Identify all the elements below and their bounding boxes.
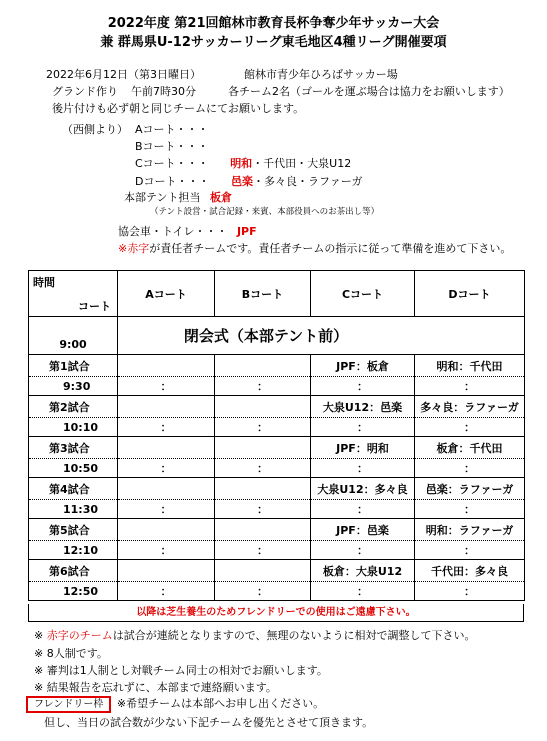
match-time: 12:50 xyxy=(29,582,118,601)
match-time: 12:10 xyxy=(29,541,118,560)
court-c-pairing: 大泉U12：邑楽 xyxy=(311,396,415,418)
court-d-pairing: 千代田：多々良 xyxy=(415,560,525,582)
match-name: 第2試合 xyxy=(29,396,118,418)
tent-line xyxy=(124,189,232,205)
court-a-slot xyxy=(118,355,215,377)
corner-court-label: コート xyxy=(78,299,111,313)
event-venue: 館林市青少年ひろばサッカー場 xyxy=(244,68,398,81)
court-header-b: Bコート xyxy=(215,271,311,317)
court-c-pairing: 板倉：大泉U12 xyxy=(311,560,415,582)
court-b-slot xyxy=(215,478,311,500)
ground-note: 各チーム2名（ゴールを運ぶ場合は協力をお願いします） xyxy=(228,85,510,98)
court-c-colon: ： xyxy=(311,418,415,437)
court-c-pairing: JPF：明和 xyxy=(311,437,415,459)
ground-time: 午前7時30分 xyxy=(131,85,196,98)
court-d-colon: ： xyxy=(415,541,525,560)
note-1-mark: ※ xyxy=(34,629,44,642)
friendly-restriction-notice: 以降は芝生養生のためフレンドリーでの使用はご遠慮下さい。 xyxy=(28,604,524,622)
court-d-teams: ・多々良・ラファーガ xyxy=(252,175,363,188)
note-2: ※ 8人制です。 xyxy=(34,647,108,660)
title-line-2: 兼 群馬県U-12サッカーリーグ東毛地区4種リーグ開催要項 xyxy=(100,35,447,50)
match-row-bottom xyxy=(29,582,525,601)
note-3: ※ 審判は1人制とし対戦チーム同士の相対でお願いします。 xyxy=(34,664,328,677)
court-a-colon: ： xyxy=(118,500,215,519)
match-row-top xyxy=(29,355,525,377)
note-5-text: ※希望チームは本部へお申し出ください。 xyxy=(116,697,325,710)
court-a-slot xyxy=(118,478,215,500)
match-row-top xyxy=(29,519,525,541)
assoc-label: 協会車・トイレ・・・ xyxy=(118,225,228,238)
match-row-top xyxy=(29,478,525,500)
court-b-colon: ： xyxy=(215,377,311,396)
court-c-teams: ・千代田・大泉U12 xyxy=(252,157,352,170)
court-a-slot xyxy=(118,396,215,418)
court-c-colon: ： xyxy=(311,582,415,601)
closing-ceremony: 閉会式（本部テント前） xyxy=(118,317,525,355)
court-a-slot xyxy=(118,560,215,582)
court-c-pairing: JPF：板倉 xyxy=(311,355,415,377)
court-a-colon: ： xyxy=(118,377,215,396)
note-1-rest: は試合が連続となりますので、無理のないように相対で調整して下さい。 xyxy=(112,629,476,642)
court-a-colon: ： xyxy=(118,541,215,560)
match-name: 第6試合 xyxy=(29,560,118,582)
court-d-pairing: 多々良：ラファーガ xyxy=(415,396,525,418)
court-b-colon: ： xyxy=(215,500,311,519)
court-b-slot xyxy=(215,560,311,582)
match-row-bottom xyxy=(29,500,525,519)
court-b-colon: ： xyxy=(215,582,311,601)
court-header-c: Cコート xyxy=(311,271,415,317)
match-time: 10:10 xyxy=(29,418,118,437)
responsible-note xyxy=(118,240,511,256)
match-time: 9:30 xyxy=(29,377,118,396)
match-row-bottom xyxy=(29,459,525,478)
cleanup-note: 後片付けも必ず朝と同じチームにてお願いします。 xyxy=(52,102,305,115)
court-d-line xyxy=(135,173,363,189)
court-header-a: Aコート xyxy=(118,271,215,317)
match-row-top xyxy=(29,437,525,459)
corner-cell xyxy=(29,271,118,317)
court-b-slot xyxy=(215,355,311,377)
match-time: 10:50 xyxy=(29,459,118,478)
court-d-pairing: 明和：千代田 xyxy=(415,355,525,377)
tent-label: 本部テント担当 xyxy=(124,191,201,204)
court-b-slot xyxy=(215,519,311,541)
west-label: （西側より） xyxy=(62,123,128,136)
closing-time: 9:00 xyxy=(29,317,118,355)
court-d-pairing: 邑楽：ラファーガ xyxy=(415,478,525,500)
tent-team: 板倉 xyxy=(209,191,232,204)
court-c-colon: ： xyxy=(311,459,415,478)
match-row-bottom xyxy=(29,377,525,396)
match-name: 第4試合 xyxy=(29,478,118,500)
court-b-colon: ： xyxy=(215,418,311,437)
court-c-line xyxy=(135,155,351,171)
court-header-d: Dコート xyxy=(415,271,525,317)
court-b-colon: ： xyxy=(215,541,311,560)
ground-label: グランド作り xyxy=(52,85,118,98)
match-name: 第5試合 xyxy=(29,519,118,541)
note-1 xyxy=(34,627,476,643)
court-b-colon: ： xyxy=(215,459,311,478)
note-6: 但し、当日の試合数が少ない下記チームを優先とさせて頂きます。 xyxy=(44,716,374,729)
court-c-pairing: 大泉U12：多々良 xyxy=(311,478,415,500)
court-d-colon: ： xyxy=(415,377,525,396)
match-row-bottom xyxy=(29,418,525,437)
court-a-colon: ： xyxy=(118,418,215,437)
court-a-slot xyxy=(118,437,215,459)
note-4: ※ 結果報告を忘れずに、本部まで連絡願います。 xyxy=(34,681,277,694)
event-date: 2022年6月12日（第3日曜日） xyxy=(46,68,201,81)
match-rows xyxy=(29,355,525,601)
court-d-colon: ： xyxy=(415,500,525,519)
match-row-bottom xyxy=(29,541,525,560)
match-row-top xyxy=(29,396,525,418)
court-d-pairing: 明和：ラファーガ xyxy=(415,519,525,541)
court-d-label: Dコート・・・ xyxy=(135,175,210,188)
responsible-mark: ※ xyxy=(118,242,128,255)
court-a-slot xyxy=(118,519,215,541)
match-row-top xyxy=(29,560,525,582)
closing-row xyxy=(29,317,525,355)
assoc-line xyxy=(118,223,257,239)
court-c-responsible: 明和 xyxy=(230,157,253,170)
friendly-box-label: フレンドリー枠 xyxy=(26,696,111,713)
court-c-label: Cコート・・・ xyxy=(135,157,209,170)
court-c-pairing: JPF：邑楽 xyxy=(311,519,415,541)
court-d-colon: ： xyxy=(415,582,525,601)
schedule-table xyxy=(28,270,525,601)
note-5 xyxy=(26,695,324,711)
court-b-slot xyxy=(215,396,311,418)
court-c-colon: ： xyxy=(311,541,415,560)
court-d-colon: ： xyxy=(415,418,525,437)
court-a-colon: ： xyxy=(118,582,215,601)
court-b-slot xyxy=(215,437,311,459)
court-d-pairing: 板倉：千代田 xyxy=(415,437,525,459)
assoc-team: JPF xyxy=(236,225,257,238)
title-line-1: 2022年度 第21回館林市教育長杯争奪少年サッカー大会 xyxy=(107,16,440,31)
court-b-line: Bコート・・・ xyxy=(135,140,209,153)
note-1-red: 赤字のチーム xyxy=(46,629,113,642)
court-d-colon: ： xyxy=(415,459,525,478)
court-a-colon: ： xyxy=(118,459,215,478)
match-name: 第3試合 xyxy=(29,437,118,459)
court-d-responsible: 邑楽 xyxy=(230,175,253,188)
header-row xyxy=(29,271,525,317)
court-c-colon: ： xyxy=(311,377,415,396)
tent-note: （テント設営・試合記録・来賓、本部役員へのお茶出し等） xyxy=(150,207,380,217)
court-c-colon: ： xyxy=(311,500,415,519)
match-time: 11:30 xyxy=(29,500,118,519)
match-name: 第1試合 xyxy=(29,355,118,377)
responsible-red-text: 赤字 xyxy=(127,242,150,255)
court-a-line: Aコート・・・ xyxy=(135,123,209,136)
responsible-rest-text: が責任者チームです。責任者チームの指示に従って準備を進めて下さい。 xyxy=(149,242,512,255)
corner-time-label: 時間 xyxy=(33,275,55,289)
